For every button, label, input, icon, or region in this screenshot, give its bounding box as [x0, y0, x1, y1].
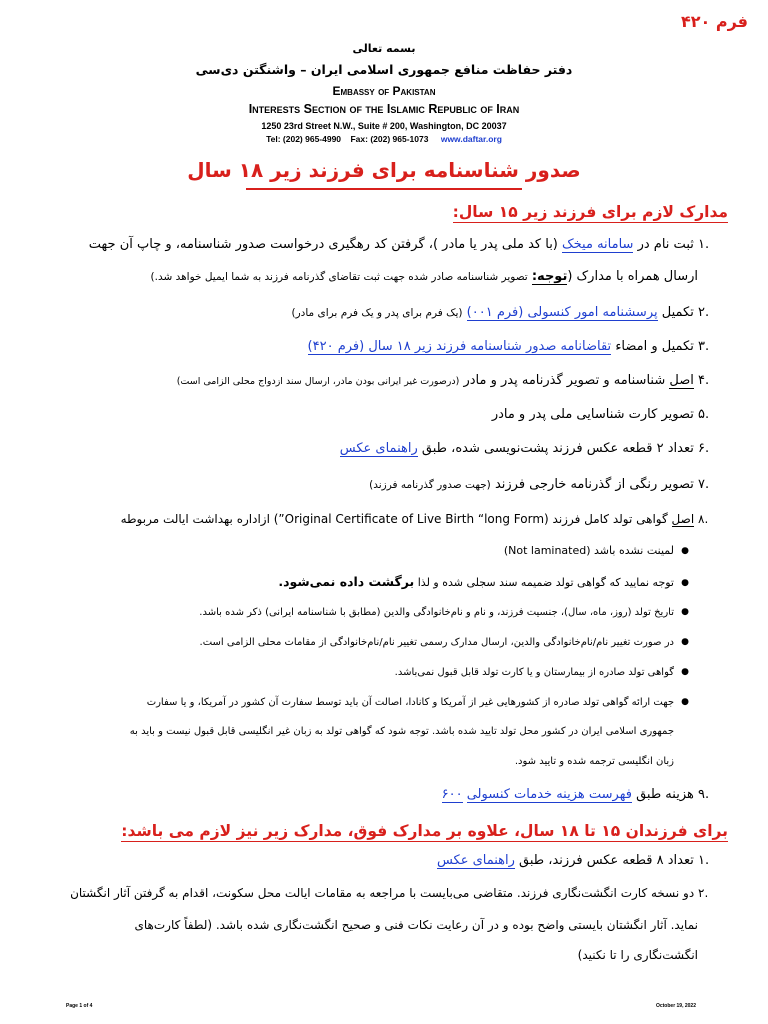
section2-item-2-cont — [578, 946, 698, 964]
item-text: (با کد ملی پدر یا مادر )، گرفتن کد رهگیری درخواست صدور شناسنامه، و چاپ آن جهت — [88, 237, 558, 252]
item-1 — [89, 236, 728, 254]
bullet-icon: ● — [681, 578, 689, 588]
item-number: .۱ — [698, 853, 710, 868]
item-7 — [369, 476, 728, 494]
bullet-text: زبان انگلیسی ترجمه شده و تایید شود. — [514, 756, 674, 767]
bullet-item — [395, 664, 696, 681]
bullet-icon: ● — [681, 697, 689, 707]
item-number: .۷ — [698, 477, 710, 492]
item-note: (درصورت غیر ایرانی بودن مادر، ارسال سند ازدواج محلی الزامی است) — [176, 376, 460, 387]
bullet-item — [147, 694, 696, 711]
bullet-item — [199, 604, 696, 621]
section2-heading: برای فرزندان ۱۵ تا ۱۸ سال، علاوه بر مدارک فوق، مدارک زیر نیز لازم می باشد: — [121, 822, 728, 840]
section1-heading: مدارک لازم برای فرزند زیر ۱۵ سال: — [452, 203, 728, 221]
item-note: تصویر شناسنامه صادر شده جهت ثبت تقاضای گذرنامه فرزند به شما ایمیل خواهد شد.) — [150, 271, 528, 283]
bullet-text: جهت ارائه گواهی تولد صادره از کشورهایی غیر از آمریکا و کانادا، اصالت آن باید توسط سفارت آن کشور در آمریکا، و یا سفارت — [146, 697, 674, 708]
consular-form-link[interactable]: پرسشنامه امور کنسولی (فرم ۰۰۱) — [466, 305, 658, 320]
item-2 — [292, 304, 729, 322]
item-text: انگشت‌نگاری را تا نکنید) — [577, 948, 698, 962]
item-text: دو نسخه کارت انگشت‌نگاری فرزند. متقاضی می‌بایست با مراجعه به مقامات ایالت محل سکونت، اقدام به گرفتن آثار انگشتان — [70, 886, 695, 900]
form-number: فرم ۴۲۰ — [680, 12, 748, 31]
original-label: اصل — [669, 373, 694, 388]
office-name-fa: دفتر حفاظت منافع جمهوری اسلامی ایران – واشنگتن دی‌سی — [195, 62, 573, 77]
bullet-icon: ● — [681, 667, 689, 677]
item-text: تکمیل — [661, 305, 694, 320]
bullet-icon: ● — [681, 637, 689, 647]
item-5 — [492, 406, 728, 424]
item-8 — [121, 510, 728, 528]
bullet-text: جمهوری اسلامی ایران در کشور محل تولد تایید شده باشد. توجه شود که گواهی تولد به زبان غیر انگلیسی قابل قبول نیست و باید به — [129, 726, 674, 737]
section2-item-2-cont — [134, 916, 698, 934]
item-number: .۳ — [698, 339, 710, 354]
bullet-text: تاریخ تولد (روز، ماه، سال)، جنسیت فرزند، و نام و نام‌خانوادگی والدین (مطابق با شناسنامه ایرانی) ذکر شده باشد. — [199, 607, 674, 618]
item-number: .۲ — [698, 305, 710, 320]
item-number: .۲ — [698, 886, 709, 900]
bullet-text: در صورت تغییر نام/نام‌خانوادگی والدین، ارسال مدارک رسمی تغییر نام/نام‌خانوادگی از مقامات محلی الزامی است. — [199, 637, 674, 648]
original-label: اصل — [671, 512, 695, 526]
item-note: (جهت صدور گذرنامه فرزند) — [369, 479, 491, 491]
item-text: ارسال همراه با مدارک ( — [567, 269, 698, 284]
embassy-name: Embassy of Pakistan — [332, 84, 436, 98]
item-text: تصویر رنگی از گذرنامه خارجی فرزند — [494, 477, 694, 492]
footer-date: October 19, 2022 — [655, 1003, 696, 1009]
bullet-item — [504, 543, 696, 559]
item-text: ثبت نام در — [637, 237, 694, 252]
page-title: صدور شناسنامه برای فرزند زیر ۱۸ سال — [187, 158, 581, 182]
note-label: توجه: — [531, 269, 568, 284]
item-number: .۸ — [698, 512, 709, 526]
item-3 — [308, 338, 728, 356]
photo-guide-link[interactable]: راهنمای عکس — [436, 853, 515, 868]
item-text: تعداد ۲ قطعه عکس فرزند پشت‌نویسی شده، طبق — [421, 441, 694, 456]
item-text: شناسنامه و تصویر گذرنامه پدر و مادر — [463, 373, 666, 388]
bullet-text: گواهی تولد صادره از بیمارستان و یا کارت تولد قابل قبول نمی‌باشد. — [394, 667, 674, 678]
item-text: نماید. آثار انگشتان بایستی واضح بوده و در آن رعایت نکات فنی و صحیح انگشت‌نگاری شده باشد. (لطفاً کارت‌های — [134, 918, 698, 932]
item-number: .۶ — [698, 441, 710, 456]
section2-item-1 — [437, 852, 728, 870]
item-number: .۵ — [698, 407, 710, 422]
item-6 — [340, 440, 728, 458]
contact-line — [0, 134, 768, 144]
item-1-cont — [151, 268, 698, 286]
tel: Tel: (202) 965-4990 — [266, 134, 342, 144]
bismillah-heading: بسمه تعالی — [352, 42, 416, 55]
item-number: .۴ — [698, 373, 710, 388]
item-text: هزینه طبق — [636, 787, 694, 802]
fee-list-link[interactable]: فهرست هزینه خدمات کنسولی — [466, 787, 632, 802]
bullet-bold-text: برگشت داده نمی‌شود. — [278, 574, 415, 589]
item-text: تصویر کارت شناسایی ملی پدر و مادر — [491, 407, 694, 422]
bullet-text: توجه نمایید که گواهی تولد ضمیمه سند سجلی شده و لذا — [417, 576, 674, 589]
item-9 — [442, 786, 728, 804]
bullet-text: لمینت نشده باشد (Not laminated) — [503, 544, 674, 557]
bullet-cont — [515, 754, 674, 770]
bullet-item — [200, 634, 696, 651]
item-number: .۹ — [698, 787, 710, 802]
item-number: .۱ — [698, 237, 710, 252]
section2-item-2 — [70, 884, 728, 902]
fax: Fax: (202) 965-1073 — [350, 134, 429, 144]
page-number: Page 1 of 4 — [66, 1003, 93, 1009]
bullet-icon: ● — [681, 607, 689, 617]
item-4 — [177, 372, 728, 391]
photo-guide-link[interactable]: راهنمای عکس — [339, 441, 418, 456]
bullet-item — [278, 574, 696, 591]
mikhak-link[interactable]: سامانه میخک — [562, 237, 634, 252]
fee-amount: ۶۰۰ — [441, 787, 463, 802]
item-note: (یک فرم برای پدر و یک فرم برای مادر) — [291, 307, 463, 319]
interests-section-name: Interests Section of the Islamic Republic of Iran — [248, 102, 520, 116]
item-text: گواهی تولد کامل فرزند (Original Certificate of Live Birth “long Form”) ازاداره بهداشت ایالت مربوطه — [120, 512, 668, 526]
item-text: تعداد ۸ قطعه عکس فرزند، طبق — [519, 853, 694, 868]
website-link[interactable]: www.daftar.org — [440, 134, 502, 144]
bullet-icon: ● — [681, 546, 689, 556]
title-underline — [246, 188, 522, 190]
address: 1250 23rd Street N.W., Suite # 200, Washington, DC 20037 — [261, 121, 507, 131]
form-420-link[interactable]: تقاضانامه صدور شناسنامه فرزند زیر ۱۸ سال (فرم ۴۲۰) — [307, 339, 612, 354]
bullet-cont — [130, 724, 674, 740]
item-text: تکمیل و امضاء — [615, 339, 694, 354]
